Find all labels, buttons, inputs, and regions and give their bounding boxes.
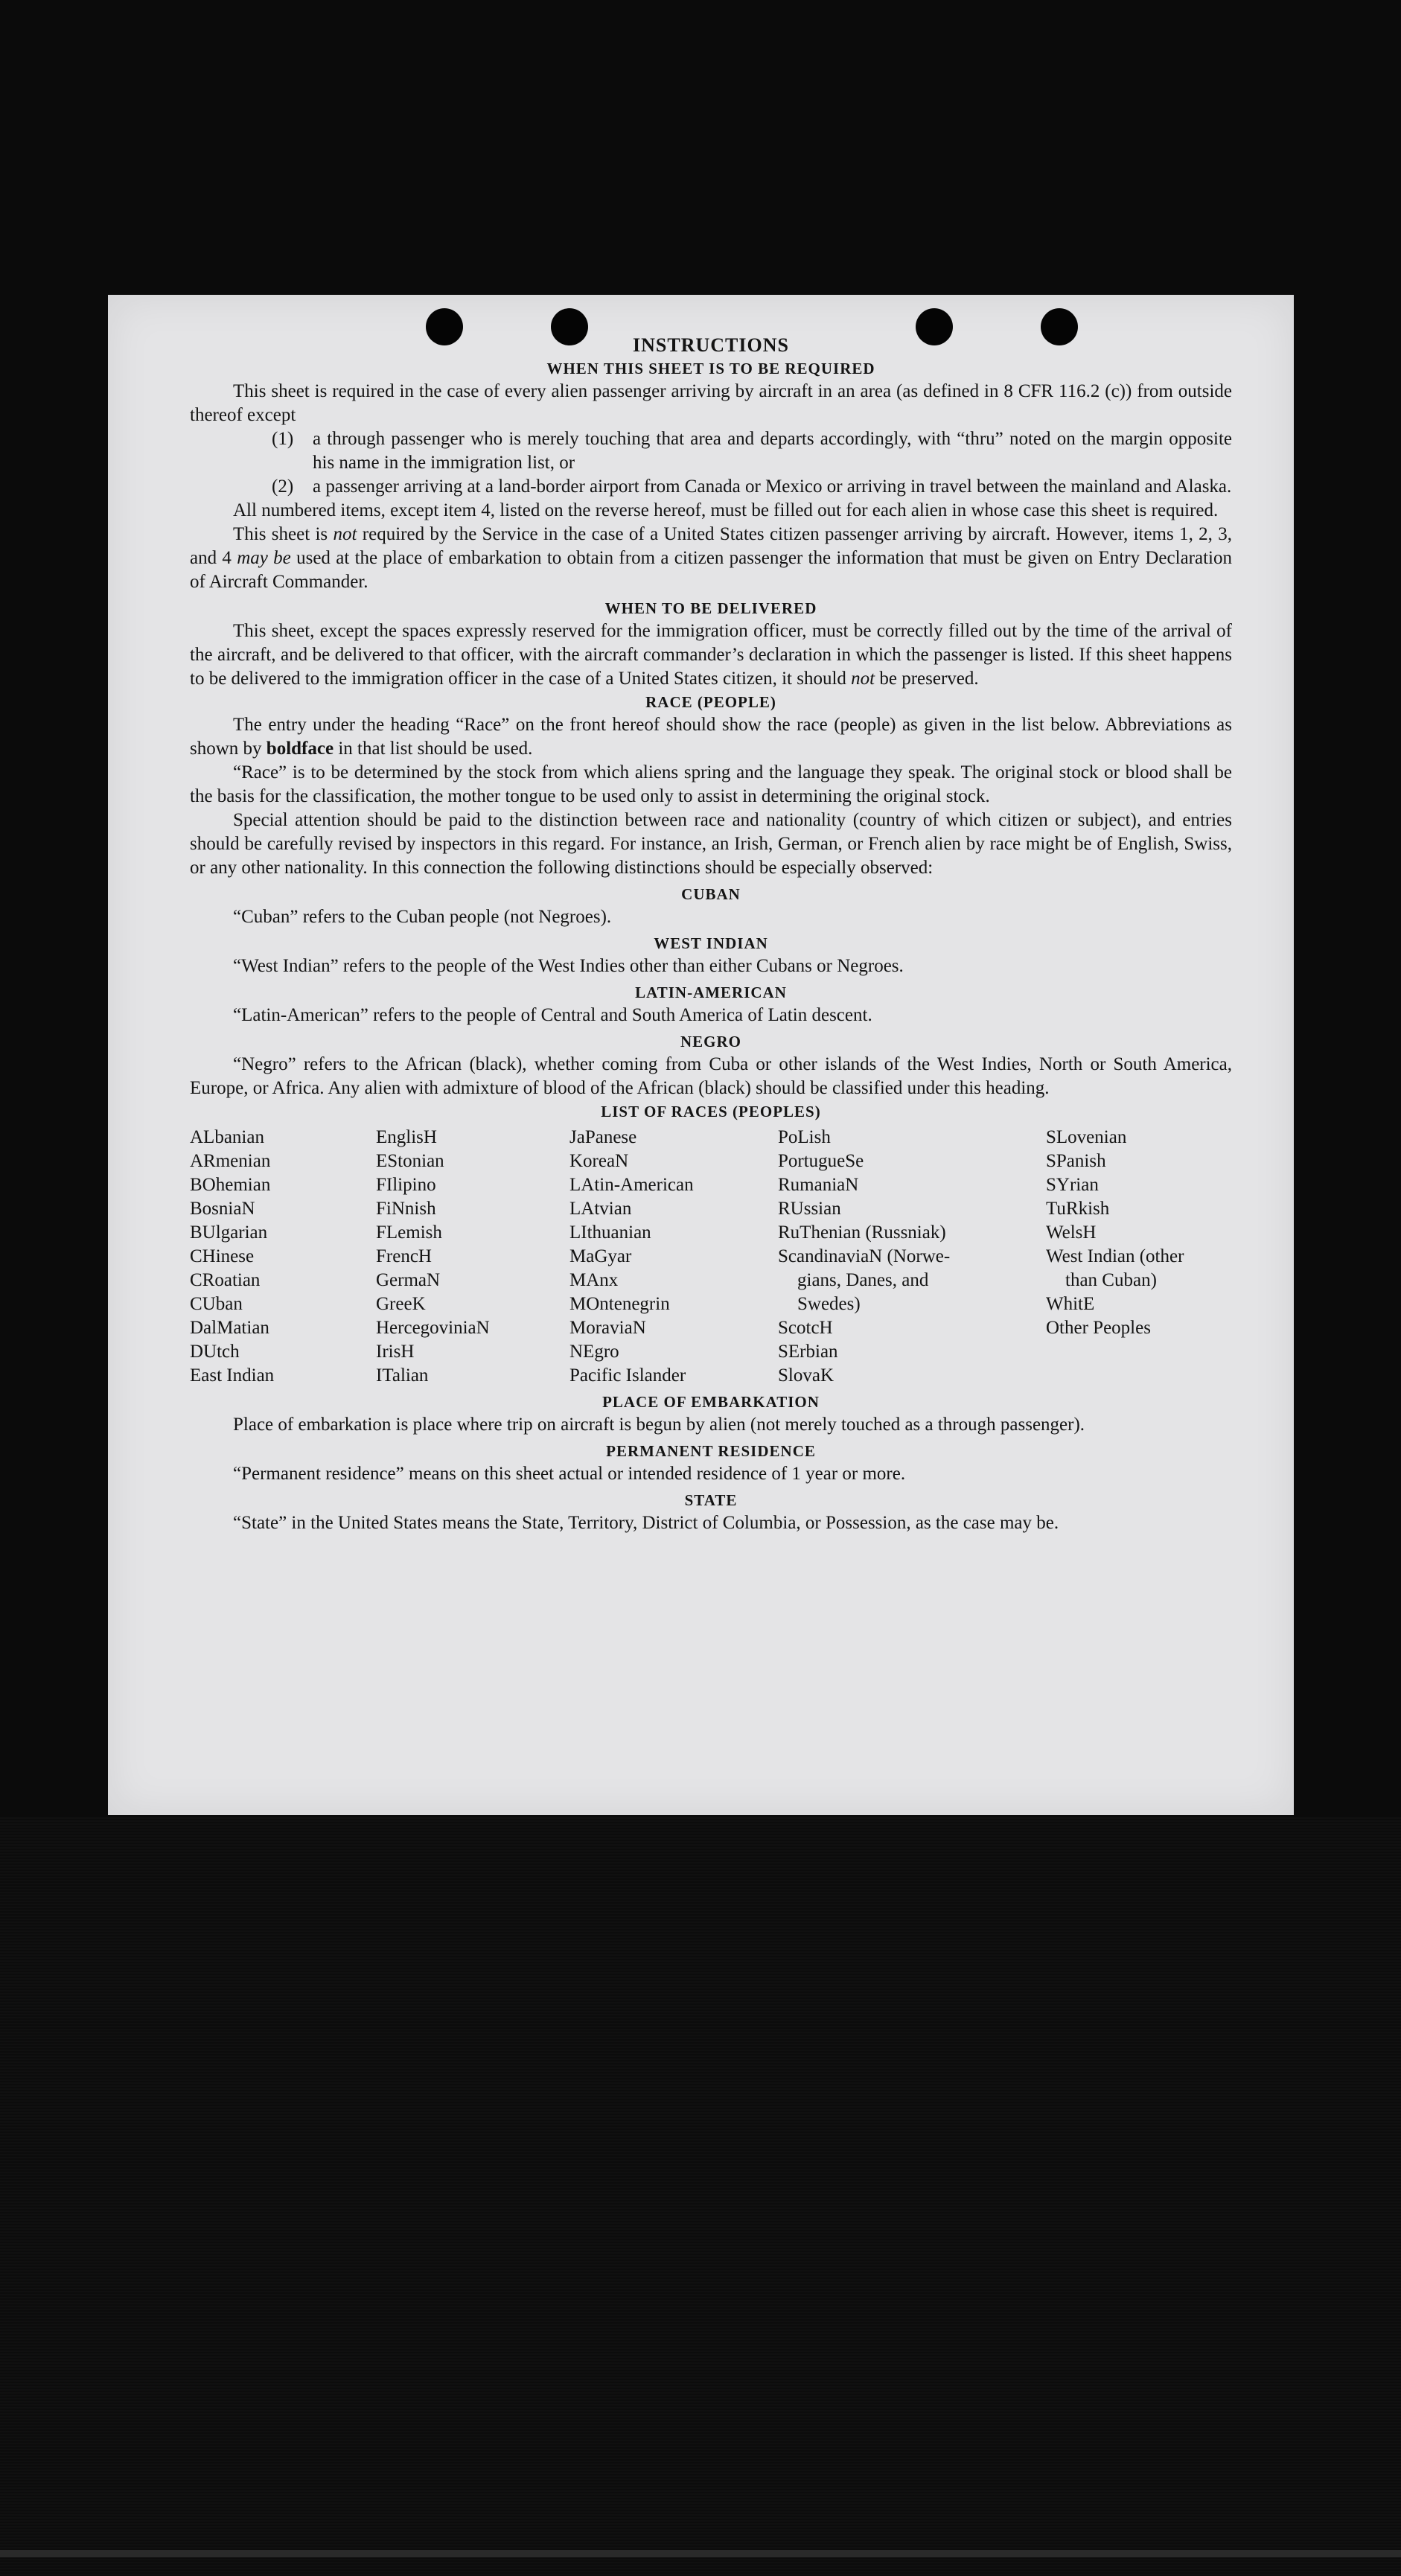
race-entry: CUban	[190, 1294, 243, 1314]
race-entry: BOhemian	[190, 1175, 271, 1195]
exception-number: (2)	[272, 476, 294, 497]
race-entry: EnglisH	[376, 1127, 437, 1147]
races-list	[190, 1126, 1232, 1388]
race-entry: Pacific Islander	[569, 1365, 686, 1386]
latin-american-text: “Latin-American” refers to the people of Central and South America of Latin descent.	[233, 1005, 872, 1025]
document-page	[108, 295, 1294, 1815]
race-entry: WelsH	[1046, 1222, 1097, 1243]
race-entry: FiNnish	[376, 1199, 436, 1219]
race-entry: LIthuanian	[569, 1222, 651, 1243]
state-text: “State” in the United States means the State, Territory, District of Columbia, or Possession, as the case may be.	[233, 1513, 1059, 1533]
heading-state: STATE	[684, 1491, 738, 1509]
race-entry: CRoatian	[190, 1270, 261, 1290]
race-entry: PoLish	[778, 1127, 831, 1147]
race-entry-continued: Swedes)	[797, 1294, 861, 1314]
race-entry: PortugueSe	[778, 1151, 864, 1171]
heading-latin-american: LATIN-AMERICAN	[635, 983, 787, 1001]
races-column-5	[1046, 1126, 1232, 1388]
heading-west-indian: WEST INDIAN	[654, 934, 768, 952]
cuban-text: “Cuban” refers to the Cuban people (not Negroes).	[233, 907, 612, 927]
race-entry: SPanish	[1046, 1151, 1106, 1171]
race-entry: MoraviaN	[569, 1318, 646, 1338]
heading-when-delivered: WHEN TO BE DELIVERED	[604, 599, 817, 617]
exception-number: (1)	[272, 429, 294, 449]
race-entry: TuRkish	[1046, 1199, 1110, 1219]
race-entry: FLemish	[376, 1222, 442, 1243]
race-paragraph-1: The entry under the heading “Race” on the front hereof should show the race (people) as given in the list below. Abbreviations as shown by boldface in that list should be used.	[190, 715, 1232, 759]
race-entry: ScandinaviaN (Norwe-	[778, 1246, 951, 1266]
heading-when-required: WHEN THIS SHEET IS TO BE REQUIRED	[546, 360, 875, 377]
race-paragraph-2: “Race” is to be determined by the stock from which aliens spring and the language they speak. The original stock or blood shall be the basis for the classification, the mother tongue to be used only to assist in determining the original stock.	[190, 762, 1232, 806]
when-required-intro: This sheet is required in the case of every alien passenger arriving by aircraft in an area (as defined in 8 CFR 116.2 (c)) from outside thereof except	[190, 381, 1232, 425]
race-entry: IrisH	[376, 1342, 415, 1362]
race-entry: RuThenian (Russniak)	[778, 1222, 946, 1243]
race-entry: HercegoviniaN	[376, 1318, 490, 1338]
exception-text: a through passenger who is merely touching that area and departs accordingly, with “thru” noted on the margin opposite his name in the immigration list, or	[313, 429, 1232, 473]
numbered-items-paragraph: All numbered items, except item 4, listed on the reverse hereof, must be filled out for each alien in whose case this sheet is required.	[233, 500, 1219, 520]
heading-place-of-embarkation: PLACE OF EMBARKATION	[602, 1393, 820, 1411]
scan-background-noise	[0, 1817, 1401, 2576]
negro-text: “Negro” refers to the African (black), whether coming from Cuba or other islands of the West Indies, North or South America, Europe, or Africa. Any alien with admixture of blood of the African (black) should be classified under this heading.	[190, 1054, 1232, 1098]
race-entry: West Indian (other	[1046, 1246, 1184, 1266]
race-entry: LAtin-American	[569, 1175, 694, 1195]
race-entry: Other Peoples	[1046, 1318, 1151, 1338]
race-entry: East Indian	[190, 1365, 275, 1386]
instructions-content	[190, 334, 1232, 1535]
race-entry: EStonian	[376, 1151, 444, 1171]
heading-negro: NEGRO	[680, 1033, 741, 1051]
race-paragraph-3: Special attention should be paid to the distinction between race and nationality (country of which citizen or subject), and entries should be carefully revised by inspectors in this regard. For instance, an Irish, German, or French alien by race might be of English, Swiss, or any other nationality. In this connection the following distinctions should be especially observed:	[190, 810, 1232, 878]
west-indian-text: “West Indian” refers to the people of the West Indies other than either Cubans or Negroes.	[233, 956, 904, 976]
race-entry: ARmenian	[190, 1151, 271, 1171]
race-entry: CHinese	[190, 1246, 255, 1266]
heading-list-of-races: LIST OF RACES (PEOPLES)	[601, 1103, 821, 1120]
race-entry-continued: than Cuban)	[1065, 1270, 1157, 1290]
race-entry: MaGyar	[569, 1246, 632, 1266]
race-entry: BosniaN	[190, 1199, 255, 1219]
race-entry: ScotcH	[778, 1318, 833, 1338]
races-column-2	[376, 1126, 569, 1388]
races-column-3	[569, 1126, 778, 1388]
race-entry: KoreaN	[569, 1151, 629, 1171]
heading-cuban: CUBAN	[681, 885, 741, 903]
scan-edge-strip	[0, 2550, 1401, 2557]
race-entry: FrencH	[376, 1246, 432, 1266]
race-entry: DUtch	[190, 1342, 240, 1362]
race-entry: WhitE	[1046, 1294, 1095, 1314]
race-entry: MOntenegrin	[569, 1294, 670, 1314]
citizen-paragraph: This sheet is not required by the Service in the case of a United States citizen passenger arriving by aircraft. However, items 1, 2, 3, and 4 may be used at the place of embarkation to obtain from a citizen passenger the information that must be given on Entry Declaration of Aircraft Commander.	[190, 524, 1232, 592]
race-entry: JaPanese	[569, 1127, 637, 1147]
race-entry: BUlgarian	[190, 1222, 268, 1243]
exception-item	[190, 427, 1232, 475]
race-entry: ALbanian	[190, 1127, 264, 1147]
race-entry-continued: gians, Danes, and	[797, 1270, 929, 1290]
document-title: INSTRUCTIONS	[633, 334, 789, 356]
race-entry: RumaniaN	[778, 1175, 859, 1195]
permanent-residence-text: “Permanent residence” means on this sheet actual or intended residence of 1 year or more.	[233, 1464, 906, 1484]
race-entry: SYrian	[1046, 1175, 1099, 1195]
race-entry: MAnx	[569, 1270, 619, 1290]
race-entry: DalMatian	[190, 1318, 269, 1338]
heading-race: RACE (PEOPLE)	[645, 693, 776, 711]
race-entry: SLovenian	[1046, 1127, 1127, 1147]
race-entry: GermaN	[376, 1270, 441, 1290]
race-entry: NEgro	[569, 1342, 619, 1362]
heading-permanent-residence: PERMANENT RESIDENCE	[606, 1442, 816, 1460]
race-entry: FIlipino	[376, 1175, 436, 1195]
race-entry: LAtvian	[569, 1199, 632, 1219]
exception-text: a passenger arriving at a land-border airport from Canada or Mexico or arriving in travel between the mainland and Alaska.	[313, 476, 1232, 497]
races-column-1	[190, 1126, 376, 1388]
race-entry: SlovaK	[778, 1365, 834, 1386]
embarkation-text: Place of embarkation is place where trip on aircraft is begun by alien (not merely touched as a through passenger).	[233, 1415, 1085, 1435]
race-entry: GreeK	[376, 1294, 426, 1314]
when-delivered-text: This sheet, except the spaces expressly reserved for the immigration officer, must be correctly filled out by the time of the arrival of the aircraft, and be delivered to that officer, with the aircraft commander’s declaration in which the passenger is listed. If this sheet happens to be delivered to the immigration officer in the case of a United States citizen, it should not be preserved.	[190, 621, 1232, 689]
races-column-4	[778, 1126, 1046, 1388]
race-entry: ITalian	[376, 1365, 429, 1386]
race-entry: SErbian	[778, 1342, 838, 1362]
exception-item	[190, 475, 1232, 499]
race-entry: RUssian	[778, 1199, 841, 1219]
